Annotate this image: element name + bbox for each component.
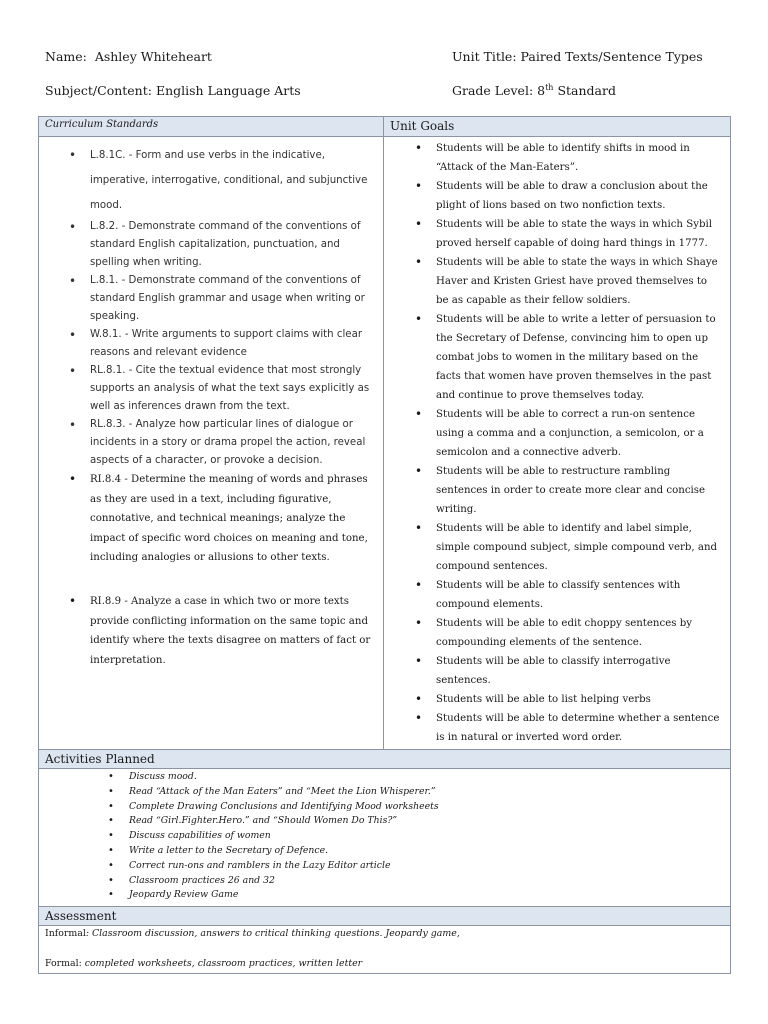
standard-item: • L.8.1. - Demonstrate command of the conventions of standard English grammar and usage when writing or speaking.	[90, 272, 373, 326]
curriculum-standards-heading: Curriculum Standards	[39, 117, 384, 137]
activities-list	[39, 769, 730, 906]
subject-line	[45, 83, 301, 98]
standard-item: • L.8.1C. - Form and use verbs in the indicative, imperative, interrogative, conditional, and subjunctive mood.	[90, 143, 373, 218]
subject-value: English Language Arts	[155, 83, 301, 98]
formal-value: completed worksheets, classroom practices, written letter	[84, 958, 363, 970]
activity-item: • Read “Girl.Fighter.Hero.” and “Should Women Do This?”	[129, 814, 724, 829]
grade-ordinal: th	[545, 83, 554, 92]
subject-label: Subject/Content:	[45, 83, 152, 98]
informal-label: Informal	[45, 928, 86, 940]
goals-list	[384, 137, 730, 749]
lesson-plan-table	[38, 116, 731, 974]
formal-label: Formal:	[45, 958, 82, 970]
goal-item: • Students will be able to list helping verbs	[436, 690, 722, 709]
standards-list	[39, 137, 383, 574]
unit-title-label: Unit Title:	[452, 49, 517, 64]
activity-item: • Classroom practices 26 and 32	[129, 874, 724, 889]
informal-assessment	[45, 928, 724, 958]
assessment-heading: Assessment	[39, 907, 731, 926]
goal-item: • Students will be able to correct a run-on sentence using a comma and a conjunction, a semicolon, or a semicolon and a connective adverb.	[436, 405, 722, 462]
goal-item: • Students will be able to edit choppy sentences by compounding elements of the sentence.	[436, 614, 722, 652]
activity-item: • Read “Attack of the Man Eaters” and “Meet the Lion Whisperer.”	[129, 785, 724, 800]
name-line	[45, 49, 212, 64]
goal-item: • Students will be able to determine whether a sentence is in natural or inverted word order.	[436, 709, 722, 747]
teacher-name: Ashley Whiteheart	[94, 49, 212, 64]
grade-number: 8	[537, 83, 546, 99]
activity-item: • Discuss capabilities of women	[129, 829, 724, 844]
activity-item: • Correct run-ons and ramblers in the Lazy Editor article	[129, 859, 724, 874]
standard-item: • L.8.2. - Demonstrate command of the conventions of standard English capitalization, punctuation, and spelling when writing.	[90, 218, 373, 272]
goal-item: • Students will be able to identify and label simple, simple compound subject, simple compound verb, and compound sentences.	[436, 519, 722, 576]
goal-item: • Students will be able to draw a conclusion about the plight of lions based on two nonfiction texts.	[436, 177, 722, 215]
goal-item: • Students will be able to state the ways in which Sybil proved herself capable of doing hard things in 1777.	[436, 215, 722, 253]
unit-title-line	[452, 49, 703, 64]
standards-list-continued	[39, 592, 383, 676]
informal-value: : Classroom discussion, answers to critical thinking questions. Jeopardy game,	[85, 928, 460, 940]
standard-item: • RL.8.3. - Analyze how particular lines of dialogue or incidents in a story or drama propel the action, reveal aspects of a character, or provoke a decision.	[90, 416, 373, 470]
activities-heading: Activities Planned	[39, 750, 731, 769]
standard-item: • RL.8.1. - Cite the textual evidence that most strongly supports an analysis of what the text says explicitly as well as inferences drawn from the text.	[90, 362, 373, 416]
activity-item: • Complete Drawing Conclusions and Identifying Mood worksheets	[129, 800, 724, 815]
goal-item: • Students will be able to identify shifts in mood in “Attack of the Man-Eaters”.	[436, 139, 722, 177]
unit-title-value: Paired Texts/Sentence Types	[520, 49, 703, 64]
goal-item: • Students will be able to classify interrogative sentences.	[436, 652, 722, 690]
grade-suffix: Standard	[557, 83, 616, 99]
goal-item: • Students will be able to write a letter of persuasion to the Secretary of Defense, convincing him to open up combat jobs to women in the military based on the facts that women have proven themselves in the past and continue to prove themselves today.	[436, 310, 722, 405]
standard-item: • RI.8.9 - Analyze a case in which two or more texts provide conflicting information on the same topic and identify where the texts disagree on matters of fact or interpretation.	[90, 592, 373, 670]
curriculum-standards-cell	[39, 137, 384, 750]
formal-assessment	[45, 958, 724, 969]
activity-item: • Discuss mood.	[129, 770, 724, 785]
grade-label: Grade Level:	[452, 83, 534, 99]
goal-item: • Students will be able to classify sentences with compound elements.	[436, 576, 722, 614]
name-label: Name:	[45, 49, 87, 64]
goal-item: • Students will be able to restructure rambling sentences in order to create more clear and concise writing.	[436, 462, 722, 519]
unit-goals-cell	[384, 137, 731, 750]
activities-cell	[39, 769, 731, 907]
assessment-cell	[39, 926, 731, 974]
unit-goals-heading: Unit Goals	[384, 117, 731, 137]
standard-item: • W.8.1. - Write arguments to support claims with clear reasons and relevant evidence	[90, 326, 373, 362]
activity-item: • Write a letter to the Secretary of Defence.	[129, 844, 724, 859]
grade-level-line	[452, 83, 616, 98]
goal-item: • Students will be able to state the ways in which Shaye Haver and Kristen Griest have proved themselves to be as capable as their fellow soldiers.	[436, 253, 722, 310]
standard-item: • RI.8.4 - Determine the meaning of words and phrases as they are used in a text, including figurative, connotative, and technical meanings; analyze the impact of specific word choices on meaning and tone, including analogies or allusions to other texts.	[90, 470, 373, 568]
activity-item: • Jeopardy Review Game	[129, 888, 724, 903]
